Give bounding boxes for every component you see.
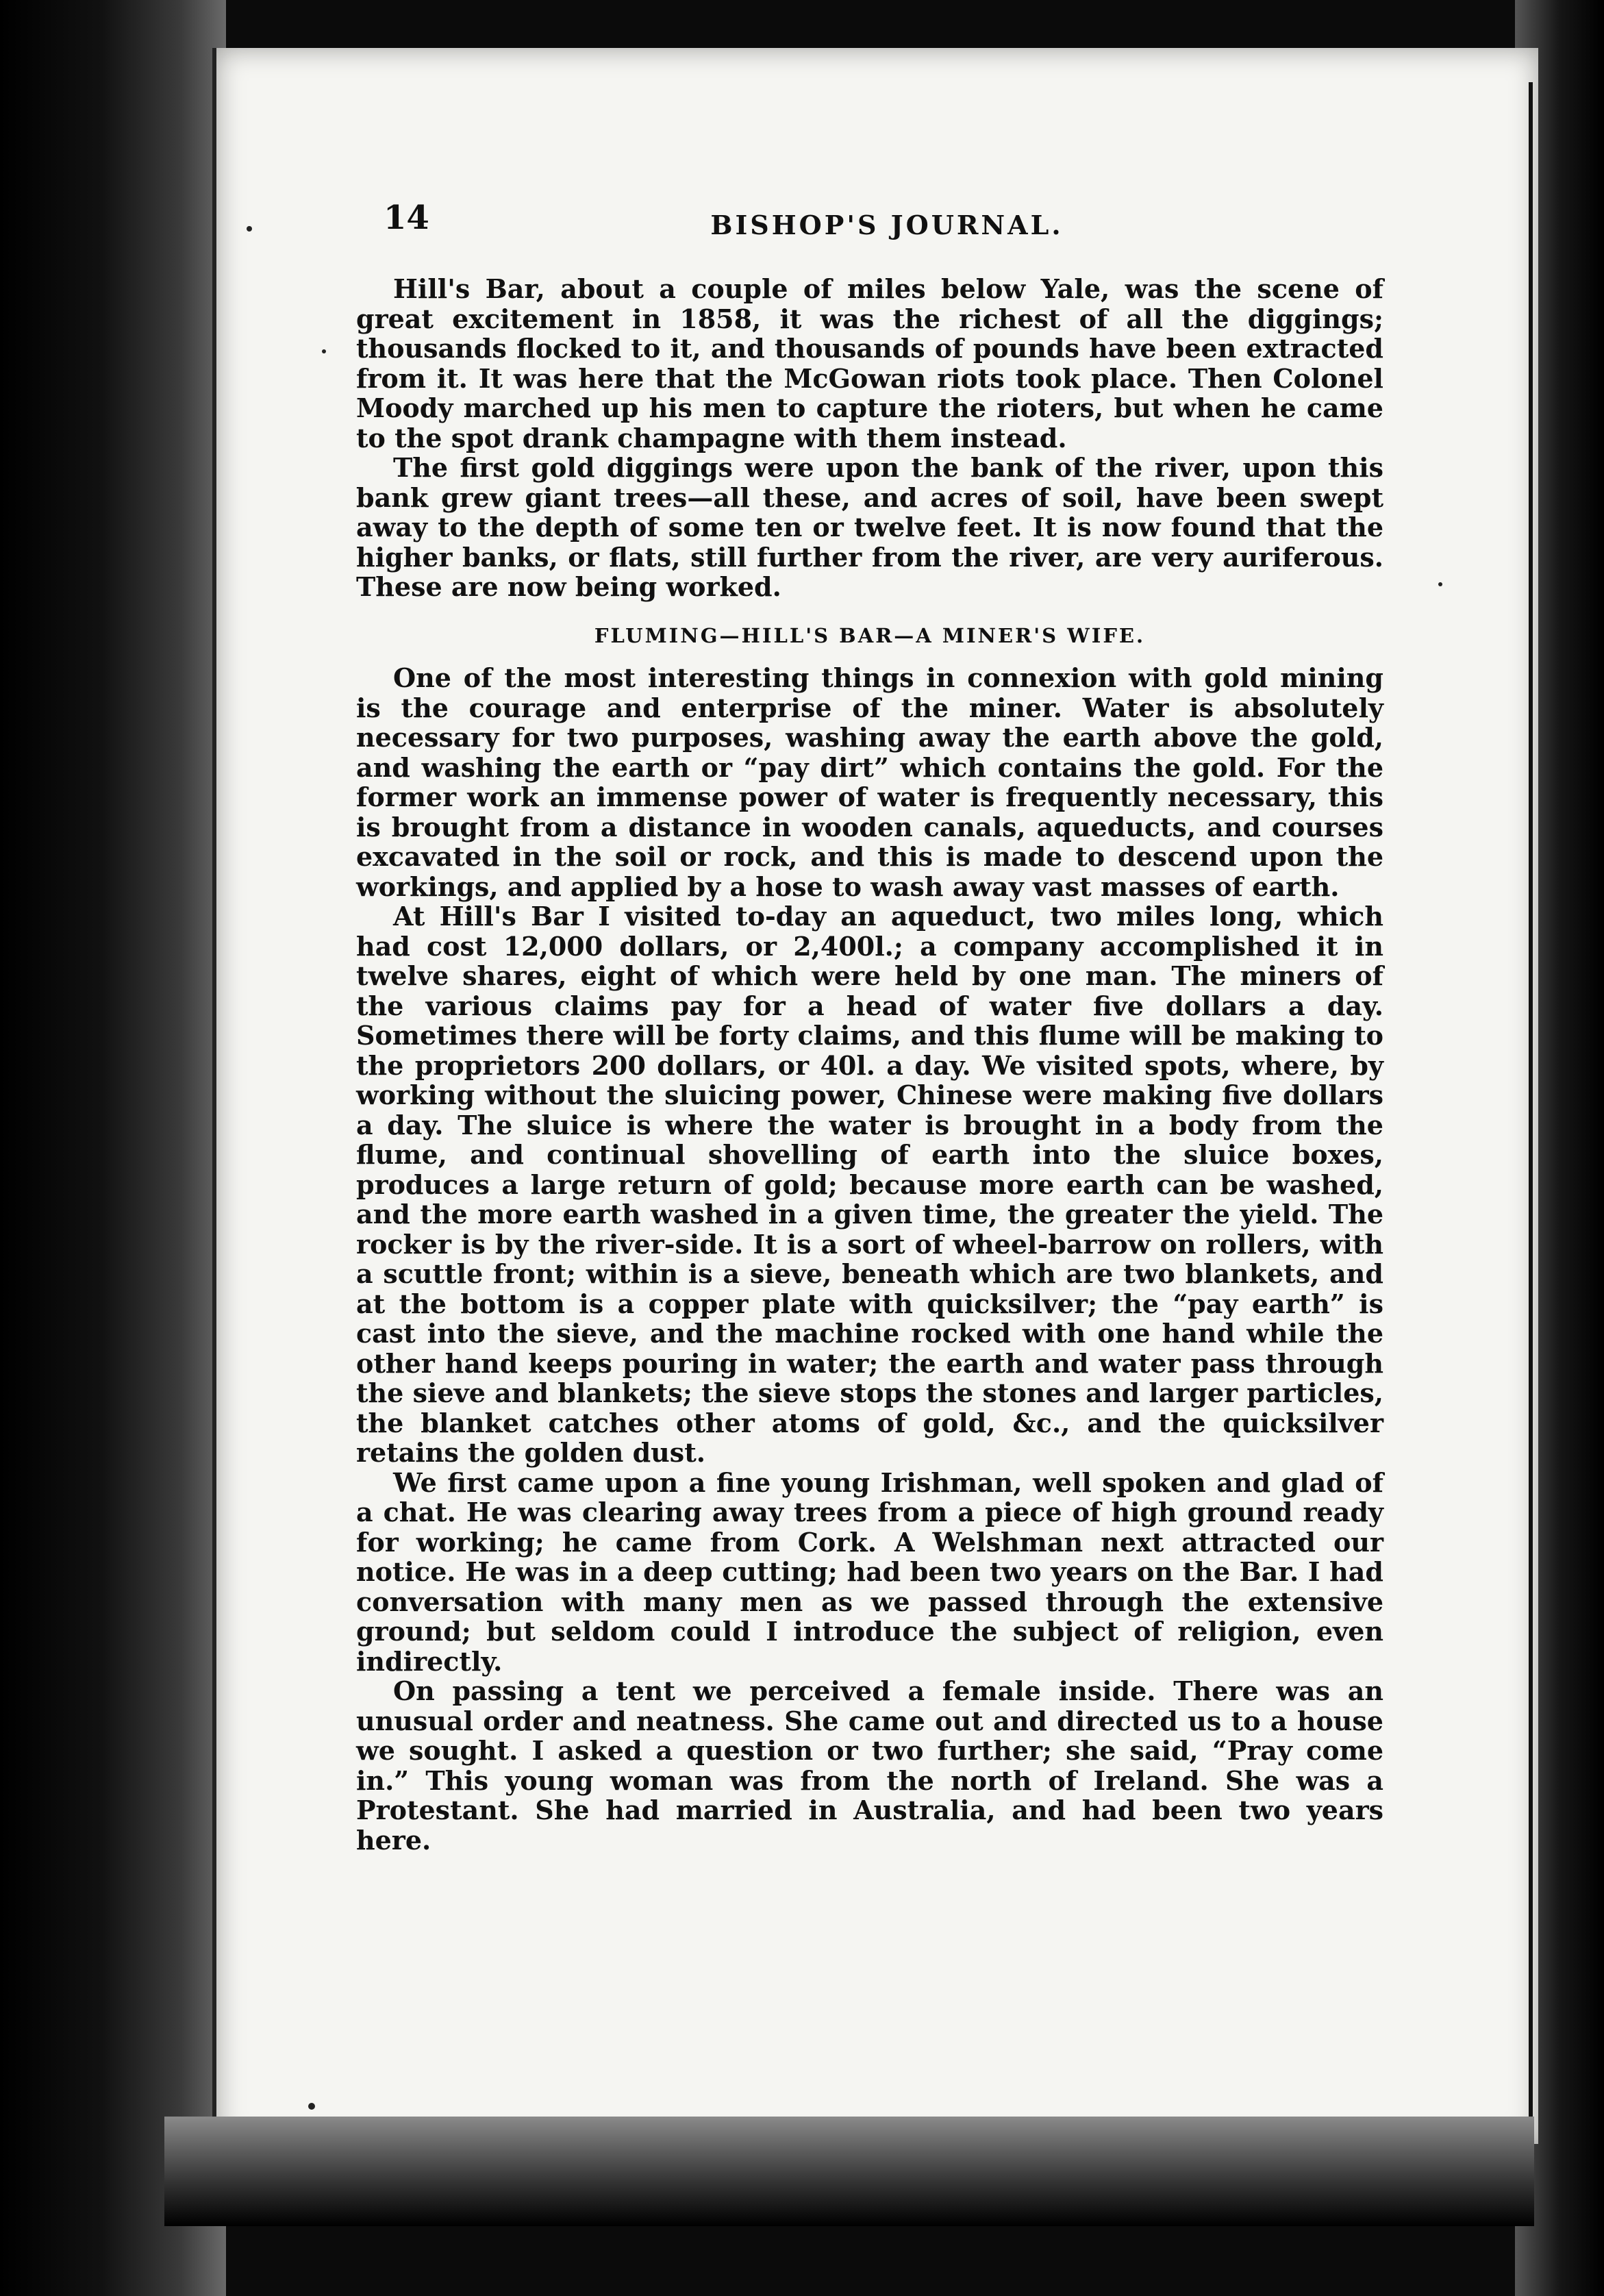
section-heading: FLUMING—HILL'S BAR—A MINER'S WIFE. (594, 623, 1146, 647)
speck (1438, 582, 1442, 586)
body-text (356, 274, 1383, 1855)
speck (308, 2103, 315, 2110)
paragraph-4: At Hill's Bar I visited to-day an aqueduct, two miles long, which had cost 12,000 dollars, or 2,400l.; a company accomplished it in twelve shares, eight of which were held by one man. The miners of the various claims pay for a head of water five dollars a day. Sometimes there will be forty claims, and this flume will be making to the proprietors 200 dollars, or 40l. a day. We visited spots, where, by working without the sluicing power, Chinese were making five dollars a day. The sluice is where the water is brought in a body from the flume, and continual shovelling of earth into the sluice boxes, produces a large return of gold; because more earth can be washed, and the more earth washed in a given time, the greater the yield. The rocker is by the river-side. It is a sort of wheel-barrow on rollers, with a scuttle front; within is a sieve, beneath which are two blankets, and at the bottom is a copper plate with quicksilver; the “pay earth” is cast into the sieve, and the machine rocked with one hand while the other hand keeps pouring in water; the earth and water pass through the sieve and blankets; the sieve stops the stones and larger particles, the blanket catches other atoms of gold, &c., and the quicksilver retains the golden dust. (356, 901, 1383, 1468)
running-head: BISHOP'S JOURNAL. (710, 210, 1064, 240)
scan-border-bottom (164, 2117, 1534, 2226)
speck (322, 349, 326, 353)
page-header (384, 199, 1390, 253)
paragraph-2: The first gold diggings were upon the bank of the river, upon this bank grew giant trees—all these, and acres of soil, have been swept away to the depth of some ten or twelve feet. It is now found that the higher banks, or flats, still further from the river, are very auriferous. These are now being worked. (356, 452, 1383, 602)
paragraph-5: We first came upon a fine young Irishman, well spoken and glad of a chat. He was clearing away trees from a piece of high ground ready for working; he came from Cork. A Welshman next attracted our notice. He was in a deep cutting; had been two years on the Bar. I had conversation with many men as we passed through the extensive ground; but seldom could I introduce the subject of religion, even indirectly. (356, 1467, 1383, 1677)
page-number: 14 (384, 199, 429, 237)
speck (247, 226, 252, 232)
scan-border-left (0, 0, 226, 2296)
paragraph-1: Hill's Bar, about a couple of miles below Yale, was the scene of great excitement in 1858, it was the richest of all the diggings; thousands flocked to it, and thousands of pounds have been extracted from it. It was here that the McGowan riots took place. Then Colonel Moody marched up his men to capture the rioters, but when he came to the spot drank champagne with them instead. (356, 273, 1383, 453)
page-gutter-line (1529, 82, 1533, 2137)
paragraph-3: One of the most interesting things in connexion with gold mining is the courage and enterprise of the miner. Water is absolutely necessary for two purposes, washing away the earth above the gold, and washing the earth or “pay dirt” which contains the gold. For the former work an immense power of water is frequently necessary, this is brought from a distance in wooden canals, aqueducts, and courses excavated in the soil or rock, and this is made to descend upon the workings, and applied by a hose to wash away vast masses of earth. (356, 662, 1383, 902)
paragraph-6: On passing a tent we perceived a female inside. There was an unusual order and neatness. She came out and directed us to a house we sought. I asked a question or two further; she said, “Pray come in.” This young woman was from the north of Ireland. She was a Protestant. She had married in Australia, and had been two years here. (356, 1675, 1383, 1856)
